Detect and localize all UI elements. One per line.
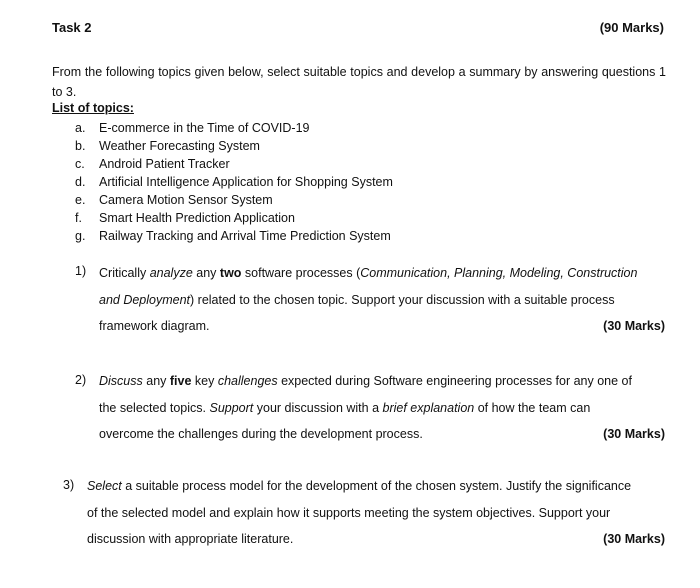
q2-text: your discussion with a [253, 400, 383, 415]
topic-text: Smart Health Prediction Application [99, 211, 295, 225]
q2-emphasis: brief explanation [382, 400, 475, 415]
q1-text: software processes ( [241, 266, 361, 280]
q1-text: framework diagram. [99, 319, 210, 333]
q1-emphasis: analyze [149, 266, 193, 280]
topic-letter: a. [75, 121, 86, 135]
topic-text: E-commerce in the Time of COVID-19 [99, 121, 310, 135]
q1-text: any [192, 266, 220, 280]
question-1-number: 1) [75, 264, 87, 278]
topic-item [75, 121, 309, 135]
q3-text: discussion with appropriate literature. [87, 532, 294, 546]
q1-emphasis: and Deployment [99, 292, 191, 307]
task-total-marks: (90 Marks) [599, 20, 664, 35]
topic-text: Artificial Intelligence Application for Shopping System [99, 175, 393, 189]
q2-emphasis: Discuss [99, 374, 143, 388]
question-3-marks: (30 Marks) [603, 532, 665, 546]
q1-emphasis: Communication, Planning, Modeling, Construction [360, 266, 638, 280]
question-2 [99, 368, 665, 448]
topic-text: Android Patient Tracker [99, 157, 230, 171]
q2-text: expected during Software engineering processes for any one of [277, 374, 632, 388]
topic-item [75, 211, 295, 225]
q1-text: ) related to the chosen topic. Support your discussion with a suitable process [190, 292, 615, 307]
topic-text: Weather Forecasting System [99, 139, 260, 153]
q2-text: overcome the challenges during the development process. [99, 427, 423, 441]
q2-text: the selected topics. [99, 400, 210, 415]
topic-letter: d. [75, 175, 86, 189]
q1-text: Critically [99, 266, 150, 280]
q2-text: any [142, 374, 170, 388]
question-1 [99, 260, 665, 340]
task-title: Task 2 [52, 20, 92, 35]
topic-letter: g. [75, 229, 86, 243]
list-heading: List of topics: [52, 101, 134, 115]
topic-item [75, 175, 393, 189]
q3-text: a suitable process model for the development of the chosen system. Justify the significance [121, 479, 632, 493]
question-3 [87, 473, 665, 553]
q2-emphasis: Support [209, 400, 254, 415]
q2-text: of how the team can [474, 400, 591, 415]
topic-text: Camera Motion Sensor System [99, 193, 273, 207]
question-1-marks: (30 Marks) [603, 319, 665, 333]
topic-letter: e. [75, 193, 86, 207]
topic-text: Railway Tracking and Arrival Time Prediction System [99, 229, 391, 243]
topic-item [75, 193, 273, 207]
topic-item [75, 229, 391, 243]
topic-letter: f. [75, 211, 82, 225]
question-2-number: 2) [75, 373, 87, 387]
q3-emphasis: Select [87, 479, 122, 493]
intro-paragraph: From the following topics given below, select suitable topics and develop a summary by answering questions 1 to 3. [52, 65, 666, 99]
topic-item [75, 139, 260, 153]
topic-letter: c. [75, 157, 85, 171]
q2-text: key [191, 374, 218, 388]
topic-letter: b. [75, 139, 86, 153]
question-3-number: 3) [63, 478, 75, 492]
topic-item [75, 157, 230, 171]
q2-bold: five [169, 374, 192, 388]
q3-text: of the selected model and explain how it supports meeting the system objectives. Support your [87, 505, 611, 520]
question-2-marks: (30 Marks) [603, 427, 665, 441]
q2-emphasis: challenges [217, 374, 278, 388]
q1-bold: two [219, 266, 242, 280]
